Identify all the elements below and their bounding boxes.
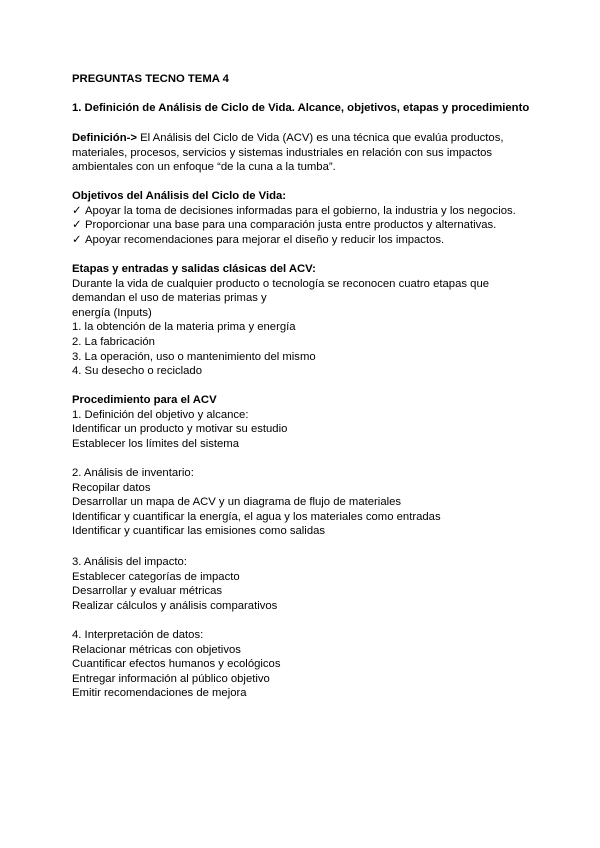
objective-item (72, 218, 542, 233)
procedure-line: 1. Definición del objetivo y alcance: (72, 408, 249, 421)
procedure-line: Identificar y cuantificar la energía, el agua y los materiales como entradas (72, 510, 441, 523)
stages-line: energía (Inputs) (72, 306, 152, 319)
stages-line: 4. Su desecho o reciclado (72, 365, 202, 378)
procedure-line: 3. Análisis del impacto: (72, 556, 187, 568)
stages-section (72, 262, 542, 379)
stages-line: 3. La operación, uso o mantenimiento del mismo (72, 350, 316, 363)
procedure-line: Identificar y cuantificar las emisiones como salidas (72, 525, 326, 538)
definition-line (72, 131, 542, 146)
document-title (72, 72, 542, 87)
section1-heading-text: 1. Definición de Análisis de Ciclo de Vida. Alcance, objetivos, etapas y procedimiento (72, 102, 530, 114)
definition-line-text: El Análisis del Ciclo de Vida (ACV) es una técnica que evalúa productos, (136, 132, 504, 144)
stages-line: Durante la vida de cualquier producto o tecnología se reconocen cuatro etapas que (72, 277, 490, 290)
objectives-heading: Objetivos del Análisis del Ciclo de Vida: (72, 190, 287, 202)
procedure-line: Recopilar datos (72, 481, 151, 494)
stages-line: 2. La fabricación (72, 335, 155, 348)
definition-line: materiales, procesos, servicios y sistemas industriales en relación con sus impactos (72, 146, 493, 159)
procedure-group (72, 628, 542, 701)
objective-text: Proporcionar una base para una comparación justa entre productos y alternativas. (85, 219, 497, 232)
procedure-line: Desarrollar y evaluar métricas (72, 585, 223, 598)
procedure-line: Establecer los límites del sistema (72, 437, 240, 450)
procedure-line: 2. Análisis de inventario: (72, 467, 194, 479)
procedure-group (72, 466, 542, 539)
procedure-line: Emitir recomendaciones de mejora (72, 687, 247, 700)
procedure-line: Cuantificar efectos humanos y ecológicos (72, 658, 281, 671)
procedure-line: Realizar cálculos y análisis comparativos (72, 599, 278, 612)
definition-line: ambientales con un enfoque “de la cuna a la tumba”. (72, 161, 336, 174)
objective-item (72, 233, 542, 248)
stages-heading: Etapas y entradas y salidas clásicas del ACV: (72, 263, 316, 275)
definition-label: Definición-> (72, 132, 137, 144)
procedure-line: 4. Interpretación de datos: (72, 629, 204, 641)
procedure-line: Relacionar métricas con objetivos (72, 643, 241, 656)
procedure-heading: Procedimiento para el ACV (72, 394, 217, 406)
checkmark-icon: ✓ (72, 204, 82, 217)
procedure-section (72, 393, 542, 451)
objective-text: Apoyar la toma de decisiones informadas para el gobierno, la industria y los negocios. (85, 204, 516, 217)
objectives-section (72, 189, 542, 247)
stages-line: demandan el uso de materias primas y (72, 292, 267, 305)
stages-line: 1. la obtención de la materia prima y energía (72, 321, 296, 334)
objective-text: Apoyar recomendaciones para mejorar el diseño y reducir los impactos. (85, 233, 445, 246)
definition-paragraph (72, 131, 542, 175)
procedure-line: Establecer categorías de impacto (72, 570, 240, 583)
procedure-line: Entregar información al público objetivo (72, 672, 270, 685)
section-heading (72, 101, 542, 116)
title-text: PREGUNTAS TECNO TEMA 4 (72, 73, 229, 85)
checkmark-icon: ✓ (72, 233, 82, 246)
checkmark-icon: ✓ (72, 219, 82, 232)
procedure-line: Desarrollar un mapa de ACV y un diagrama de flujo de materiales (72, 496, 402, 509)
objective-item (72, 204, 542, 219)
procedure-line: Identificar un producto y motivar su estudio (72, 423, 288, 436)
procedure-group (72, 555, 542, 613)
